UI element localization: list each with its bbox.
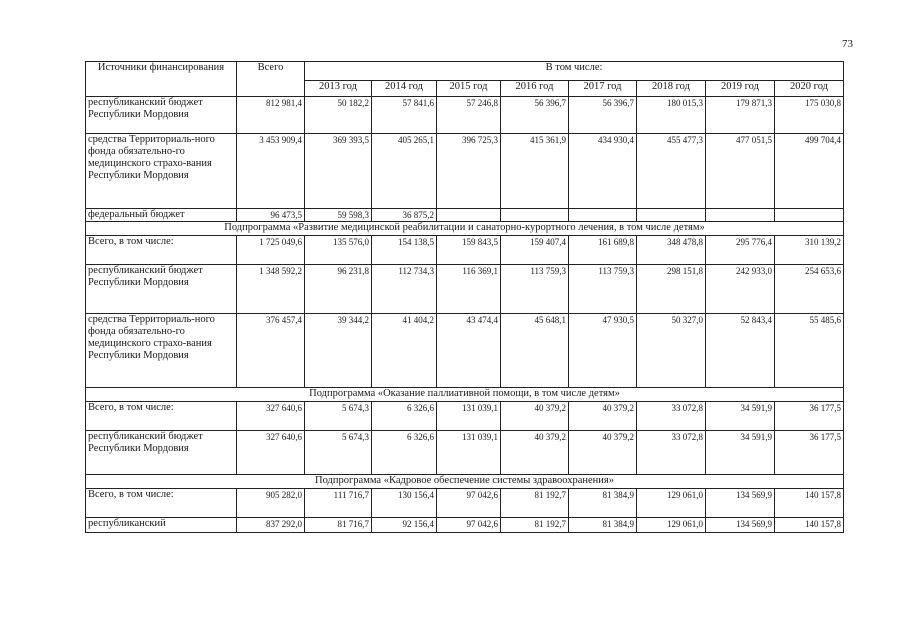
year-value-cell: 57 841,6 (372, 97, 437, 134)
year-value-cell: 81 716,7 (305, 518, 372, 533)
year-value-cell: 159 407,4 (501, 236, 569, 265)
year-value-cell: 295 776,4 (706, 236, 775, 265)
year-value-cell: 129 061,0 (637, 489, 706, 518)
source-cell: федеральный бюджет (86, 209, 237, 222)
source-cell: средства Территориаль-ного фонда обязательно-го медицинского страхо-вания Республики Мордовия (86, 314, 237, 388)
year-value-cell: 41 404,2 (372, 314, 437, 388)
year-value-cell: 55 485,6 (775, 314, 844, 388)
header-year: 2020 год (775, 81, 844, 97)
year-value-cell: 34 591,9 (706, 402, 775, 431)
year-value-cell: 242 933,0 (706, 265, 775, 314)
total-cell: 837 292,0 (237, 518, 305, 533)
table-row (86, 402, 844, 431)
header-year: 2013 год (305, 81, 372, 97)
table-row (86, 314, 844, 388)
year-value-cell: 50 327,0 (637, 314, 706, 388)
year-value-cell: 310 139,2 (775, 236, 844, 265)
year-value-cell: 348 478,8 (637, 236, 706, 265)
total-cell: 376 457,4 (237, 314, 305, 388)
year-value-cell: 161 689,8 (569, 236, 637, 265)
financing-table (85, 61, 844, 533)
total-cell: 812 981,4 (237, 97, 305, 134)
header-year: 2014 год (372, 81, 437, 97)
year-value-cell: 33 072,8 (637, 402, 706, 431)
year-value-cell: 455 477,3 (637, 134, 706, 209)
year-value-cell: 50 182,2 (305, 97, 372, 134)
subprogram-title-row (86, 475, 844, 489)
year-value-cell: 81 192,7 (501, 489, 569, 518)
year-value-cell (569, 209, 637, 222)
year-value-cell: 116 369,1 (437, 265, 501, 314)
year-value-cell: 179 871,3 (706, 97, 775, 134)
year-value-cell: 5 674,3 (305, 431, 372, 475)
year-value-cell: 129 061,0 (637, 518, 706, 533)
page-number: 73 (842, 38, 853, 50)
year-value-cell: 135 576,0 (305, 236, 372, 265)
year-value-cell: 43 474,4 (437, 314, 501, 388)
year-value-cell: 40 379,2 (501, 402, 569, 431)
table-row (86, 97, 844, 134)
year-value-cell: 131 039,1 (437, 402, 501, 431)
source-cell: Всего, в том числе: (86, 236, 237, 265)
table-row (86, 265, 844, 314)
total-cell: 96 473,5 (237, 209, 305, 222)
year-value-cell: 6 326,6 (372, 402, 437, 431)
year-value-cell: 159 843,5 (437, 236, 501, 265)
year-value-cell: 96 231,8 (305, 265, 372, 314)
subprogram-title-row (86, 388, 844, 402)
year-value-cell: 415 361,9 (501, 134, 569, 209)
year-value-cell: 113 759,3 (501, 265, 569, 314)
year-value-cell: 130 156,4 (372, 489, 437, 518)
year-value-cell: 180 015,3 (637, 97, 706, 134)
year-value-cell (775, 209, 844, 222)
table-body (86, 97, 844, 533)
year-value-cell: 175 030,8 (775, 97, 844, 134)
year-value-cell: 140 157,8 (775, 489, 844, 518)
source-cell: средства Территориаль-ного фонда обязательно-го медицинского страхо-вания Республики Мордовия (86, 134, 237, 209)
year-value-cell: 112 734,3 (372, 265, 437, 314)
year-value-cell: 134 569,9 (706, 489, 775, 518)
subprogram-title-row (86, 222, 844, 236)
year-value-cell: 6 326,6 (372, 431, 437, 475)
subprogram-title: Подпрограмма «Кадровое обеспечение системы здравоохранения» (86, 475, 844, 489)
total-cell: 1 348 592,2 (237, 265, 305, 314)
subprogram-title: Подпрограмма «Развитие медицинской реабилитации и санаторно-курортного лечения, в том числе детям» (86, 222, 844, 236)
year-value-cell (706, 209, 775, 222)
year-value-cell: 254 653,6 (775, 265, 844, 314)
total-cell: 905 282,0 (237, 489, 305, 518)
year-value-cell: 56 396,7 (501, 97, 569, 134)
year-value-cell: 369 393,5 (305, 134, 372, 209)
year-value-cell: 45 648,1 (501, 314, 569, 388)
year-value-cell: 499 704,4 (775, 134, 844, 209)
year-value-cell (501, 209, 569, 222)
year-value-cell: 36 177,5 (775, 402, 844, 431)
year-value-cell: 154 138,5 (372, 236, 437, 265)
year-value-cell: 81 384,9 (569, 518, 637, 533)
year-value-cell: 56 396,7 (569, 97, 637, 134)
source-cell: республиканский (86, 518, 237, 533)
source-cell: Всего, в том числе: (86, 402, 237, 431)
year-value-cell: 40 379,2 (501, 431, 569, 475)
total-cell: 3 453 909,4 (237, 134, 305, 209)
year-value-cell: 40 379,2 (569, 431, 637, 475)
year-value-cell: 97 042,6 (437, 518, 501, 533)
table-row (86, 134, 844, 209)
year-value-cell: 36 177,5 (775, 431, 844, 475)
year-value-cell: 57 246,8 (437, 97, 501, 134)
subprogram-title: Подпрограмма «Оказание паллиативной помощи, в том числе детям» (86, 388, 844, 402)
header-year: 2016 год (501, 81, 569, 97)
year-value-cell: 92 156,4 (372, 518, 437, 533)
total-cell: 1 725 049,6 (237, 236, 305, 265)
year-value-cell: 59 598,3 (305, 209, 372, 222)
year-value-cell: 111 716,7 (305, 489, 372, 518)
total-cell: 327 640,6 (237, 431, 305, 475)
year-value-cell: 81 384,9 (569, 489, 637, 518)
source-cell: республиканский бюджет Республики Мордовия (86, 431, 237, 475)
year-value-cell: 39 344,2 (305, 314, 372, 388)
header-year: 2017 год (569, 81, 637, 97)
year-value-cell: 40 379,2 (569, 402, 637, 431)
year-value-cell: 434 930,4 (569, 134, 637, 209)
year-value-cell: 477 051,5 (706, 134, 775, 209)
year-value-cell: 396 725,3 (437, 134, 501, 209)
table-row (86, 236, 844, 265)
source-cell: республиканский бюджет Республики Мордовия (86, 265, 237, 314)
table-row (86, 431, 844, 475)
year-value-cell: 33 072,8 (637, 431, 706, 475)
year-value-cell: 405 265,1 (372, 134, 437, 209)
table-row (86, 209, 844, 222)
year-value-cell: 47 930,5 (569, 314, 637, 388)
table-header (86, 62, 844, 97)
header-total: Всего (237, 62, 305, 97)
year-value-cell: 34 591,9 (706, 431, 775, 475)
year-value-cell: 298 151,8 (637, 265, 706, 314)
year-value-cell: 52 843,4 (706, 314, 775, 388)
source-cell: республиканский бюджет Республики Мордовия (86, 97, 237, 134)
year-value-cell: 134 569,9 (706, 518, 775, 533)
header-source: Источники финансирования (86, 62, 237, 97)
header-year: 2018 год (637, 81, 706, 97)
header-including: В том числе: (305, 62, 844, 81)
header-year: 2019 год (706, 81, 775, 97)
year-value-cell: 131 039,1 (437, 431, 501, 475)
year-value-cell: 36 875,2 (372, 209, 437, 222)
year-value-cell (637, 209, 706, 222)
year-value-cell: 113 759,3 (569, 265, 637, 314)
table-row (86, 489, 844, 518)
total-cell: 327 640,6 (237, 402, 305, 431)
year-value-cell: 81 192,7 (501, 518, 569, 533)
year-value-cell (437, 209, 501, 222)
header-year: 2015 год (437, 81, 501, 97)
table-row (86, 518, 844, 533)
year-value-cell: 97 042,6 (437, 489, 501, 518)
year-value-cell: 140 157,8 (775, 518, 844, 533)
year-value-cell: 5 674,3 (305, 402, 372, 431)
source-cell: Всего, в том числе: (86, 489, 237, 518)
